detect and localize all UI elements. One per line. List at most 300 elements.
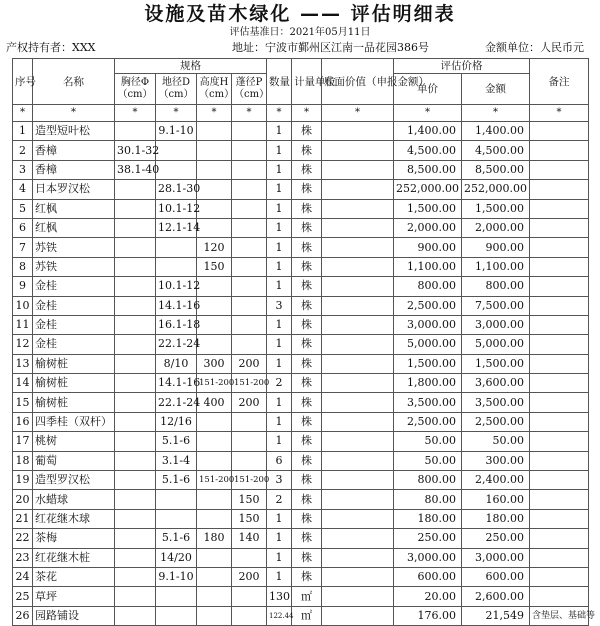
- base-date: 评估基准日：2021年05月11日: [229, 27, 371, 38]
- name-cell: 水蜡球: [33, 490, 115, 509]
- unit-price-cell: 3,000.00: [394, 315, 462, 334]
- qty-cell: 1: [267, 218, 292, 237]
- height-cell: [197, 567, 232, 586]
- amount-cell: 2,000.00: [462, 218, 530, 237]
- remark-cell: 含垫层、基础等: [530, 606, 589, 625]
- table-row: [13, 548, 589, 567]
- ground-diameter-cell: 22.1-24: [156, 393, 197, 412]
- qty-cell: 2: [267, 490, 292, 509]
- amount-cell: 3,500.00: [462, 393, 530, 412]
- table-row: [13, 606, 589, 625]
- qty-cell: 1: [267, 393, 292, 412]
- ground-diameter-cell: 3.1-4: [156, 451, 197, 470]
- name-cell: 日本罗汉松: [33, 180, 115, 199]
- book-value-cell: [322, 509, 394, 528]
- diameter-cell: [115, 548, 156, 567]
- book-value-cell: [322, 277, 394, 296]
- table-row: [13, 315, 589, 334]
- unit-price-cell: 8,500.00: [394, 160, 462, 179]
- seq-cell: 5: [13, 199, 33, 218]
- name-cell: 园路铺设: [33, 606, 115, 625]
- unit-price-cell: 1,800.00: [394, 374, 462, 393]
- qty-cell: 1: [267, 335, 292, 354]
- header-seq: 序号: [13, 59, 33, 105]
- qty-cell: 6: [267, 451, 292, 470]
- crown-cell: [232, 296, 267, 315]
- book-value-cell: [322, 567, 394, 586]
- remark-cell: [530, 412, 589, 431]
- name-cell: 金桂: [33, 315, 115, 334]
- unit-price-cell: 2,500.00: [394, 296, 462, 315]
- ground-diameter-cell: [156, 509, 197, 528]
- table-row: [13, 393, 589, 412]
- unit-cell: 株: [292, 160, 322, 179]
- unit-cell: 株: [292, 257, 322, 276]
- valuation-table: [12, 58, 596, 626]
- ground-diameter-cell: 16.1-18: [156, 315, 197, 334]
- name-cell: 草坪: [33, 587, 115, 606]
- star-row: [13, 105, 589, 122]
- remark-cell: [530, 141, 589, 160]
- diameter-cell: 38.1-40: [115, 160, 156, 179]
- unit-price-cell: 1,100.00: [394, 257, 462, 276]
- height-cell: [197, 412, 232, 431]
- remark-cell: [530, 451, 589, 470]
- book-value-cell: [322, 587, 394, 606]
- unit-cell: 株: [292, 529, 322, 548]
- table-row: [13, 160, 589, 179]
- name-cell: 红花继木球: [33, 509, 115, 528]
- seq-cell: 11: [13, 315, 33, 334]
- seq-cell: 23: [13, 548, 33, 567]
- height-cell: [197, 432, 232, 451]
- book-value-cell: [322, 529, 394, 548]
- crown-cell: 151-200: [232, 374, 267, 393]
- height-cell: 400: [197, 393, 232, 412]
- height-cell: [197, 587, 232, 606]
- unit-price-cell: 2,000.00: [394, 218, 462, 237]
- book-value-cell: [322, 393, 394, 412]
- table-row: [13, 296, 589, 315]
- diameter-cell: [115, 567, 156, 586]
- unit-cell: 株: [292, 393, 322, 412]
- unit-price-cell: 176.00: [394, 606, 462, 625]
- seq-cell: 16: [13, 412, 33, 431]
- ground-diameter-cell: [156, 141, 197, 160]
- unit-cell: 株: [292, 238, 322, 257]
- table-row: [13, 567, 589, 586]
- header-height: 高度H（cm）: [197, 74, 232, 105]
- qty-cell: 1: [267, 238, 292, 257]
- remark-cell: [530, 587, 589, 606]
- qty-cell: 1: [267, 160, 292, 179]
- amount-cell: 160.00: [462, 490, 530, 509]
- height-cell: 150: [197, 257, 232, 276]
- table-row: [13, 490, 589, 509]
- amount-cell: 2,600.00: [462, 587, 530, 606]
- diameter-cell: [115, 471, 156, 490]
- ground-diameter-cell: 10.1-12: [156, 277, 197, 296]
- remark-cell: [530, 218, 589, 237]
- unit-cell: ㎡: [292, 587, 322, 606]
- unit-price-cell: 800.00: [394, 277, 462, 296]
- diameter-cell: [115, 490, 156, 509]
- seq-cell: 13: [13, 354, 33, 373]
- seq-cell: 24: [13, 567, 33, 586]
- name-cell: 红枫: [33, 199, 115, 218]
- qty-cell: 1: [267, 257, 292, 276]
- amount-cell: 7,500.00: [462, 296, 530, 315]
- remark-cell: [530, 315, 589, 334]
- unit-price-cell: 600.00: [394, 567, 462, 586]
- diameter-cell: [115, 606, 156, 625]
- book-value-cell: [322, 606, 394, 625]
- crown-cell: 150: [232, 490, 267, 509]
- remark-cell: [530, 122, 589, 141]
- table-row: [13, 238, 589, 257]
- qty-cell: 1: [267, 141, 292, 160]
- amount-cell: 1,400.00: [462, 122, 530, 141]
- unit-price-cell: 2,500.00: [394, 412, 462, 431]
- unit-price-cell: 3,500.00: [394, 393, 462, 412]
- qty-cell: 1: [267, 432, 292, 451]
- table-row: [13, 141, 589, 160]
- star-cell: *: [394, 105, 462, 122]
- unit-cell: 株: [292, 315, 322, 334]
- amount-cell: 5,000.00: [462, 335, 530, 354]
- remark-cell: [530, 393, 589, 412]
- ground-diameter-cell: 14.1-16: [156, 374, 197, 393]
- unit-price-cell: 250.00: [394, 529, 462, 548]
- seq-cell: 21: [13, 509, 33, 528]
- unit-price-cell: 50.00: [394, 432, 462, 451]
- amount-cell: 252,000.00: [462, 180, 530, 199]
- ground-diameter-cell: 12/16: [156, 412, 197, 431]
- diameter-cell: [115, 529, 156, 548]
- seq-cell: 10: [13, 296, 33, 315]
- diameter-cell: [115, 335, 156, 354]
- table-row: [13, 529, 589, 548]
- star-cell: *: [267, 105, 292, 122]
- remark-cell: [530, 548, 589, 567]
- header-book-value: 账面价值（申报金额）: [322, 59, 394, 105]
- remark-cell: [530, 509, 589, 528]
- height-cell: [197, 548, 232, 567]
- crown-cell: [232, 257, 267, 276]
- height-cell: 151-200: [197, 471, 232, 490]
- ground-diameter-cell: 10.1-12: [156, 199, 197, 218]
- table-row: [13, 199, 589, 218]
- remark-cell: [530, 238, 589, 257]
- seq-cell: 7: [13, 238, 33, 257]
- table-row: [13, 509, 589, 528]
- book-value-cell: [322, 548, 394, 567]
- book-value-cell: [322, 257, 394, 276]
- height-cell: 120: [197, 238, 232, 257]
- book-value-cell: [322, 354, 394, 373]
- qty-cell: 3: [267, 296, 292, 315]
- qty-cell: 1: [267, 529, 292, 548]
- seq-cell: 20: [13, 490, 33, 509]
- height-cell: [197, 606, 232, 625]
- remark-cell: [530, 567, 589, 586]
- book-value-cell: [322, 315, 394, 334]
- ground-diameter-cell: 5.1-6: [156, 471, 197, 490]
- diameter-cell: [115, 122, 156, 141]
- name-cell: 桃树: [33, 432, 115, 451]
- height-cell: [197, 122, 232, 141]
- height-cell: 180: [197, 529, 232, 548]
- name-cell: 金桂: [33, 296, 115, 315]
- height-cell: [197, 296, 232, 315]
- seq-cell: 6: [13, 218, 33, 237]
- crown-cell: [232, 199, 267, 218]
- amount-cell: 3,000.00: [462, 315, 530, 334]
- seq-cell: 15: [13, 393, 33, 412]
- table-row: [13, 374, 589, 393]
- ground-diameter-cell: 8/10: [156, 354, 197, 373]
- ground-diameter-cell: [156, 238, 197, 257]
- diameter-cell: [115, 412, 156, 431]
- qty-cell: 1: [267, 277, 292, 296]
- amount-cell: 1,100.00: [462, 257, 530, 276]
- unit-cell: 株: [292, 567, 322, 586]
- diameter-cell: [115, 218, 156, 237]
- unit-cell: 株: [292, 180, 322, 199]
- height-cell: [197, 451, 232, 470]
- table-row: [13, 218, 589, 237]
- qty-cell: 1: [267, 509, 292, 528]
- ground-diameter-cell: [156, 257, 197, 276]
- remark-cell: [530, 490, 589, 509]
- remark-cell: [530, 180, 589, 199]
- amount-cell: 180.00: [462, 509, 530, 528]
- name-cell: 金桂: [33, 277, 115, 296]
- table-row: [13, 587, 589, 606]
- height-cell: [197, 335, 232, 354]
- name-cell: 香樟: [33, 160, 115, 179]
- height-cell: [197, 180, 232, 199]
- amount-cell: 21,549: [462, 606, 530, 625]
- seq-cell: 3: [13, 160, 33, 179]
- header-unit: 计量单位: [292, 59, 322, 105]
- book-value-cell: [322, 471, 394, 490]
- book-value-cell: [322, 412, 394, 431]
- remark-cell: [530, 471, 589, 490]
- book-value-cell: [322, 160, 394, 179]
- diameter-cell: [115, 374, 156, 393]
- unit-cell: 株: [292, 490, 322, 509]
- remark-cell: [530, 374, 589, 393]
- ground-diameter-cell: 5.1-6: [156, 529, 197, 548]
- name-cell: 红花继木桩: [33, 548, 115, 567]
- seq-cell: 8: [13, 257, 33, 276]
- star-cell: *: [292, 105, 322, 122]
- book-value-cell: [322, 490, 394, 509]
- crown-cell: [232, 412, 267, 431]
- qty-cell: 1: [267, 354, 292, 373]
- header-ground-diameter: 地径D（cm）: [156, 74, 197, 105]
- name-cell: 榆树桩: [33, 374, 115, 393]
- seq-cell: 4: [13, 180, 33, 199]
- diameter-cell: [115, 238, 156, 257]
- qty-cell: 1: [267, 412, 292, 431]
- star-cell: *: [13, 105, 33, 122]
- unit-cell: 株: [292, 122, 322, 141]
- diameter-cell: [115, 451, 156, 470]
- remark-cell: [530, 257, 589, 276]
- unit-price-cell: 20.00: [394, 587, 462, 606]
- height-cell: [197, 509, 232, 528]
- ground-diameter-cell: 14.1-16: [156, 296, 197, 315]
- seq-cell: 14: [13, 374, 33, 393]
- currency-label: 金额单位：人民币元: [485, 41, 584, 54]
- qty-cell: 130: [267, 587, 292, 606]
- header-name: 名称: [33, 59, 115, 105]
- book-value-cell: [322, 238, 394, 257]
- seq-cell: 9: [13, 277, 33, 296]
- unit-cell: 株: [292, 451, 322, 470]
- crown-cell: [232, 315, 267, 334]
- unit-cell: 株: [292, 335, 322, 354]
- ground-diameter-cell: 12.1-14: [156, 218, 197, 237]
- unit-cell: ㎡: [292, 606, 322, 625]
- diameter-cell: [115, 354, 156, 373]
- header-eval-group: 评估价格: [394, 59, 530, 74]
- unit-price-cell: 900.00: [394, 238, 462, 257]
- unit-price-cell: 3,000.00: [394, 548, 462, 567]
- unit-price-cell: 5,000.00: [394, 335, 462, 354]
- star-cell: *: [115, 105, 156, 122]
- amount-cell: 4,500.00: [462, 141, 530, 160]
- amount-cell: 600.00: [462, 567, 530, 586]
- crown-cell: [232, 432, 267, 451]
- header-qty: 数量: [267, 59, 292, 105]
- crown-cell: [232, 277, 267, 296]
- diameter-cell: [115, 277, 156, 296]
- seq-cell: 26: [13, 606, 33, 625]
- height-cell: 300: [197, 354, 232, 373]
- unit-cell: 株: [292, 218, 322, 237]
- table-row: [13, 122, 589, 141]
- table-row: [13, 354, 589, 373]
- crown-cell: [232, 548, 267, 567]
- seq-cell: 18: [13, 451, 33, 470]
- star-cell: *: [197, 105, 232, 122]
- book-value-cell: [322, 432, 394, 451]
- header-spec-group: 规格: [115, 59, 267, 74]
- unit-price-cell: 4,500.00: [394, 141, 462, 160]
- qty-cell: 1: [267, 567, 292, 586]
- remark-cell: [530, 160, 589, 179]
- owner-label: 产权持有者：XXX: [6, 41, 96, 54]
- seq-cell: 17: [13, 432, 33, 451]
- unit-cell: 株: [292, 471, 322, 490]
- amount-cell: 8,500.00: [462, 160, 530, 179]
- height-cell: [197, 218, 232, 237]
- unit-cell: 株: [292, 296, 322, 315]
- seq-cell: 2: [13, 141, 33, 160]
- diameter-cell: [115, 257, 156, 276]
- name-cell: 葡萄: [33, 451, 115, 470]
- name-cell: 红枫: [33, 218, 115, 237]
- name-cell: 香樟: [33, 141, 115, 160]
- name-cell: 造型罗汉松: [33, 471, 115, 490]
- unit-price-cell: 50.00: [394, 451, 462, 470]
- remark-cell: [530, 432, 589, 451]
- star-cell: *: [530, 105, 589, 122]
- unit-cell: 株: [292, 374, 322, 393]
- ground-diameter-cell: [156, 160, 197, 179]
- page-title: 设施及苗木绿化 —— 评估明细表: [144, 3, 456, 25]
- amount-cell: 800.00: [462, 277, 530, 296]
- diameter-cell: [115, 199, 156, 218]
- crown-cell: [232, 160, 267, 179]
- unit-price-cell: 800.00: [394, 471, 462, 490]
- diameter-cell: 30.1-32: [115, 141, 156, 160]
- qty-cell: 1: [267, 548, 292, 567]
- crown-cell: [232, 606, 267, 625]
- ground-diameter-cell: 28.1-30: [156, 180, 197, 199]
- crown-cell: [232, 122, 267, 141]
- remark-cell: [530, 277, 589, 296]
- crown-cell: [232, 180, 267, 199]
- table-row: [13, 451, 589, 470]
- unit-price-cell: 1,500.00: [394, 354, 462, 373]
- crown-cell: [232, 587, 267, 606]
- unit-cell: 株: [292, 509, 322, 528]
- star-cell: *: [322, 105, 394, 122]
- seq-cell: 1: [13, 122, 33, 141]
- unit-price-cell: 1,500.00: [394, 199, 462, 218]
- diameter-cell: [115, 315, 156, 334]
- star-cell: *: [232, 105, 267, 122]
- crown-cell: 200: [232, 354, 267, 373]
- amount-cell: 2,400.00: [462, 471, 530, 490]
- ground-diameter-cell: [156, 587, 197, 606]
- unit-cell: 株: [292, 354, 322, 373]
- star-cell: *: [462, 105, 530, 122]
- name-cell: 苏铁: [33, 257, 115, 276]
- crown-cell: [232, 238, 267, 257]
- crown-cell: [232, 218, 267, 237]
- diameter-cell: [115, 180, 156, 199]
- amount-cell: 3,000.00: [462, 548, 530, 567]
- unit-cell: 株: [292, 199, 322, 218]
- unit-cell: 株: [292, 141, 322, 160]
- name-cell: 茶梅: [33, 529, 115, 548]
- amount-cell: 1,500.00: [462, 354, 530, 373]
- name-cell: 茶花: [33, 567, 115, 586]
- unit-cell: 株: [292, 548, 322, 567]
- remark-cell: [530, 529, 589, 548]
- seq-cell: 22: [13, 529, 33, 548]
- unit-cell: 株: [292, 432, 322, 451]
- name-cell: 榆树桩: [33, 354, 115, 373]
- seq-cell: 19: [13, 471, 33, 490]
- table-row: [13, 471, 589, 490]
- book-value-cell: [322, 451, 394, 470]
- table-row: [13, 412, 589, 431]
- header-diameter: 胸径Φ（cm）: [115, 74, 156, 105]
- height-cell: [197, 160, 232, 179]
- header-amount: 金额: [462, 74, 530, 105]
- qty-cell: 1: [267, 180, 292, 199]
- diameter-cell: [115, 296, 156, 315]
- book-value-cell: [322, 374, 394, 393]
- crown-cell: 150: [232, 509, 267, 528]
- diameter-cell: [115, 432, 156, 451]
